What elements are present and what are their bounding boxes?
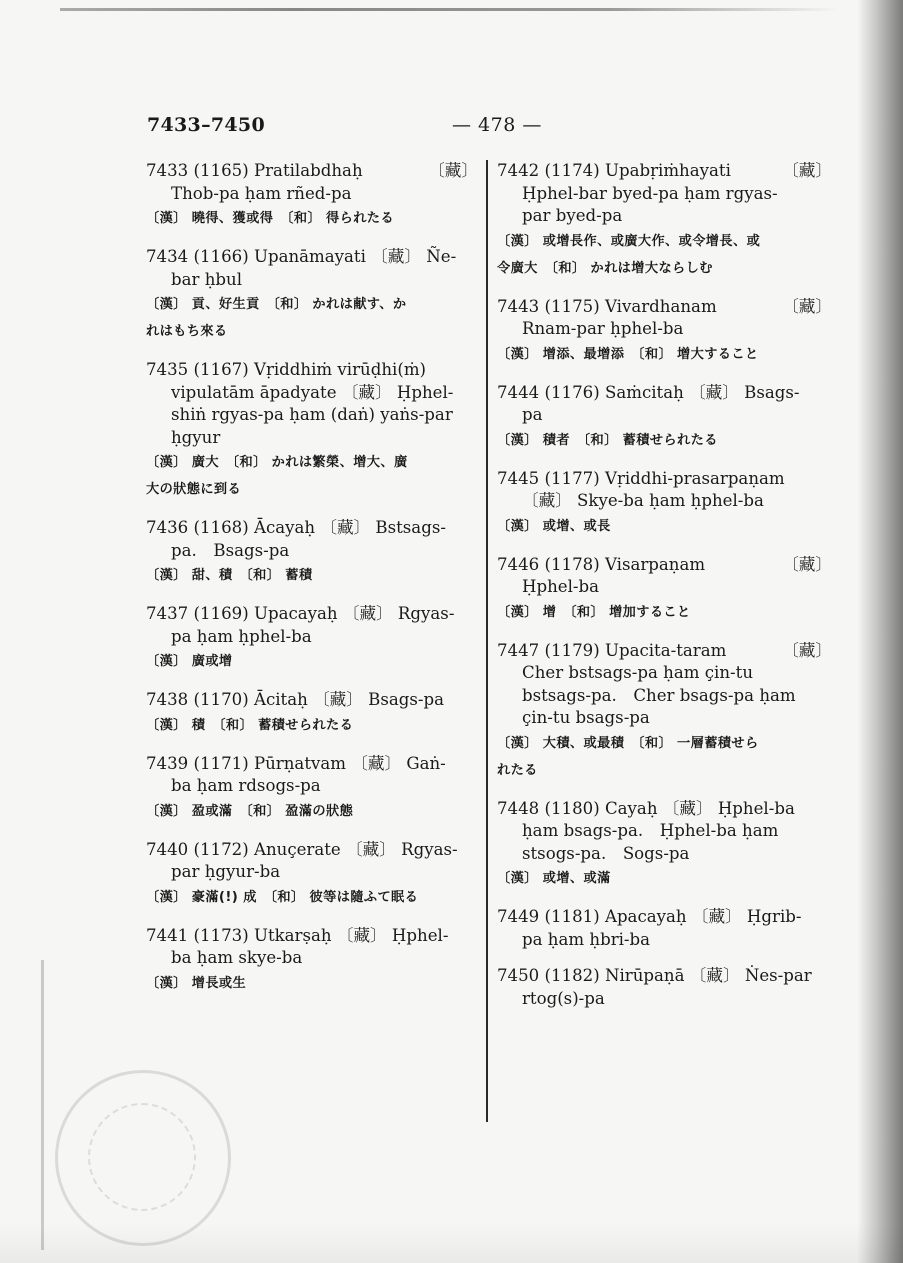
entry-text: 7443 (1175) Vivardhanam — [497, 296, 717, 316]
entry-text: Ḥphel-bar byed-pa ḥam rgyas- — [522, 183, 778, 203]
entry-text: 7448 (1180) Cayaḥ 〔藏〕 Ḥphel-ba — [497, 798, 795, 818]
dictionary-entry — [497, 382, 832, 454]
entry-continuation — [497, 404, 832, 427]
entry-text: 7441 (1173) Utkarṣaḥ 〔藏〕 Ḥphel- — [146, 925, 449, 945]
entry-text: 7440 (1172) Anuçerate 〔藏〕 Rgyas- — [146, 839, 458, 859]
entry-continuation — [146, 540, 478, 563]
translation-note: 令廣大 〔和〕 かれは增大ならしむ — [497, 260, 713, 276]
entry-headword — [146, 689, 478, 712]
dictionary-entry — [497, 468, 832, 540]
dictionary-entry — [146, 925, 478, 997]
entry-text: 7433 (1165) Pratilabdhaḥ — [146, 161, 363, 180]
dictionary-entry — [146, 689, 478, 739]
entry-continuation — [497, 576, 832, 599]
translation-note: 〔漢〕 增長或生 — [146, 975, 247, 991]
entry-headword — [146, 925, 478, 948]
dictionary-entry — [497, 296, 832, 368]
top-edge-line — [60, 8, 840, 11]
entry-text: ḥgyur — [171, 427, 221, 447]
translation-note: 〔漢〕 積 〔和〕 蓄積せられたる — [146, 717, 354, 733]
entry-text: 7435 (1167) Vṛiddhiṁ virūḍhi(ṁ) — [146, 360, 427, 379]
entry-text: stsogs-pa. Sogs-pa — [522, 843, 690, 863]
entry-headword — [497, 468, 832, 491]
translation-note: 大の狀態に到る — [146, 482, 242, 497]
entry-text: 7444 (1176) Saṁcitaḥ 〔藏〕 Bsags- — [497, 382, 800, 402]
entry-text: 7449 (1181) Apacayaḥ 〔藏〕 Ḥgrib- — [497, 907, 802, 926]
binding-shadow — [857, 0, 903, 1263]
entry-continuation — [146, 626, 478, 649]
entry-headword — [146, 603, 478, 626]
dictionary-entry — [146, 603, 478, 675]
entry-text: 7437 (1169) Upacayaḥ 〔藏〕 Rgyas- — [146, 604, 455, 623]
entry-text: 7447 (1179) Upacita-taram — [497, 640, 727, 660]
entry-continuation — [146, 183, 478, 206]
library-stamp — [55, 1070, 231, 1246]
entry-text: shiṅ rgyas-pa ḥam (daṅ) yaṅs-par — [171, 405, 453, 424]
tibetan-tag: 〔藏〕 — [782, 296, 832, 316]
dictionary-entry — [146, 359, 478, 503]
translation-note: 〔漢〕 廣或增 — [146, 654, 233, 669]
entry-text: rtog(s)-pa — [522, 988, 605, 1008]
translation-note: 〔漢〕 大積、或最積 〔和〕 一層蓄積せら — [497, 735, 759, 751]
entry-headword — [497, 965, 832, 988]
entry-text: 7434 (1166) Upanāmayati 〔藏〕 Ñe- — [146, 247, 457, 266]
dictionary-entry — [497, 554, 832, 626]
entry-text: 7436 (1168) Ācayaḥ 〔藏〕 Bstsags- — [146, 518, 446, 537]
entry-headword — [497, 160, 832, 183]
entry-continuation — [497, 820, 832, 843]
dictionary-entry — [146, 160, 478, 232]
right-column — [497, 160, 832, 1024]
entry-text: pa. Bsags-pa — [171, 540, 290, 560]
entry-continuation — [497, 988, 832, 1011]
tibetan-tag: 〔藏〕 — [782, 161, 832, 180]
entry-continuation — [146, 427, 478, 450]
entry-continuation — [146, 404, 478, 427]
entry-text: bar ḥbul — [171, 269, 243, 289]
entry-text: 7445 (1177) Vṛiddhi-prasarpaṇam — [497, 468, 785, 488]
left-margin-mark — [41, 960, 44, 1250]
entry-text: ba ḥam skye-ba — [171, 948, 303, 967]
entry-text: pa — [522, 405, 543, 424]
entry-text: pa ḥam ḥphel-ba — [171, 626, 312, 646]
entry-continuation — [497, 685, 832, 708]
translation-note: 〔漢〕 或增長作、或廣大作、或令增長、或 — [497, 233, 761, 249]
entry-headword — [497, 798, 832, 821]
entry-continuation — [146, 269, 478, 292]
entry-text: 〔藏〕 Skye-ba ḥam ḥphel-ba — [522, 491, 764, 510]
entry-text: Ḥphel-ba — [522, 577, 600, 596]
entry-headword — [146, 753, 478, 776]
entry-continuation — [146, 775, 478, 798]
translation-note: 〔漢〕 貢、好生貢 〔和〕 かれは献す、か — [146, 297, 407, 312]
library-stamp-inner — [88, 1103, 196, 1211]
entry-continuation — [497, 205, 832, 228]
entry-range-header: 7433–7450 — [147, 114, 265, 136]
dictionary-entry — [146, 753, 478, 825]
tibetan-tag: 〔藏〕 — [782, 640, 832, 660]
translation-note: 〔漢〕 甜、積 〔和〕 蓄積 — [146, 568, 313, 583]
entry-continuation — [146, 947, 478, 970]
dictionary-entry — [497, 798, 832, 893]
entry-text: Rnam-par ḥphel-ba — [522, 319, 684, 338]
translation-note: 〔漢〕 或增、或長 — [497, 518, 611, 534]
translation-note: れたる — [497, 762, 538, 778]
entry-continuation — [146, 861, 478, 884]
entry-continuation — [497, 490, 832, 513]
left-column — [146, 160, 478, 1011]
page-number: — 478 — — [452, 114, 542, 136]
entry-continuation — [497, 843, 832, 866]
translation-note: 〔漢〕 盈或滿 〔和〕 盈滿の狀態 — [146, 803, 354, 819]
dictionary-entry — [497, 965, 832, 1010]
translation-note: 〔漢〕 或增、或滿 — [497, 871, 611, 886]
entry-text: Cher bstsags-pa ḥam çin-tu — [522, 663, 753, 682]
entry-text: 7438 (1170) Ācitaḥ 〔藏〕 Bsags-pa — [146, 690, 444, 709]
entry-text: pa ḥam ḥbri-ba — [522, 929, 651, 949]
dictionary-entry — [497, 640, 832, 784]
entry-headword — [497, 640, 832, 663]
entry-text: vipulatām āpadyate 〔藏〕 Ḥphel- — [171, 382, 454, 402]
entry-text: 7439 (1171) Pūrṇatvam 〔藏〕 Gaṅ- — [146, 753, 446, 773]
translation-note: 〔漢〕 積者 〔和〕 蓄積せられたる — [497, 432, 718, 448]
entry-continuation — [497, 183, 832, 206]
entry-text: 7442 (1174) Upabṛiṁhayati — [497, 161, 731, 180]
tibetan-tag: 〔藏〕 — [782, 554, 832, 574]
entry-headword — [146, 839, 478, 862]
entry-continuation — [146, 382, 478, 405]
entry-text: 7446 (1178) Visarpaṇam — [497, 554, 706, 574]
entry-continuation — [497, 662, 832, 685]
entry-headword — [146, 517, 478, 540]
entry-headword — [146, 359, 478, 382]
entry-continuation — [497, 929, 832, 952]
entry-headword — [497, 906, 832, 929]
entry-text: par byed-pa — [522, 206, 623, 225]
entry-headword — [146, 246, 478, 269]
entry-text: ḥam bsags-pa. Ḥphel-ba ḥam — [522, 821, 779, 840]
translation-note: 〔漢〕 廣大 〔和〕 かれは繁榮、增大、廣 — [146, 455, 408, 470]
column-divider — [486, 160, 488, 1122]
entry-headword — [497, 296, 832, 319]
entry-text: bstsags-pa. Cher bsags-pa ḥam — [522, 685, 796, 705]
dictionary-entry — [497, 906, 832, 951]
dictionary-entry — [146, 839, 478, 911]
dictionary-entry — [146, 246, 478, 345]
bottom-edge-shadow — [0, 1223, 903, 1263]
translation-note: 〔漢〕 豪滿(!) 成 〔和〕 彼等は隨ふて眠る — [146, 889, 419, 905]
entry-headword — [497, 382, 832, 405]
entry-text: çin-tu bsags-pa — [522, 708, 650, 727]
entry-headword — [497, 554, 832, 577]
entry-continuation — [497, 707, 832, 730]
translation-note: 〔漢〕 增 〔和〕 增加すること — [497, 604, 691, 620]
translation-note: れはもち來る — [146, 324, 228, 339]
entry-continuation — [497, 318, 832, 341]
tibetan-tag: 〔藏〕 — [428, 161, 478, 180]
entry-text: par ḥgyur-ba — [171, 862, 281, 881]
translation-note: 〔漢〕 曉得、獲或得 〔和〕 得られたる — [146, 211, 394, 226]
dictionary-entry — [146, 517, 478, 589]
entry-text: Thob-pa ḥam rñed-pa — [171, 183, 352, 203]
translation-note: 〔漢〕 增添、最增添 〔和〕 增大すること — [497, 346, 759, 362]
entry-headword — [146, 160, 478, 183]
entry-text: 7450 (1182) Nirūpaṇā 〔藏〕 Ṅes-par — [497, 966, 812, 985]
entry-text: ba ḥam rdsogs-pa — [171, 776, 321, 795]
dictionary-entry — [497, 160, 832, 282]
